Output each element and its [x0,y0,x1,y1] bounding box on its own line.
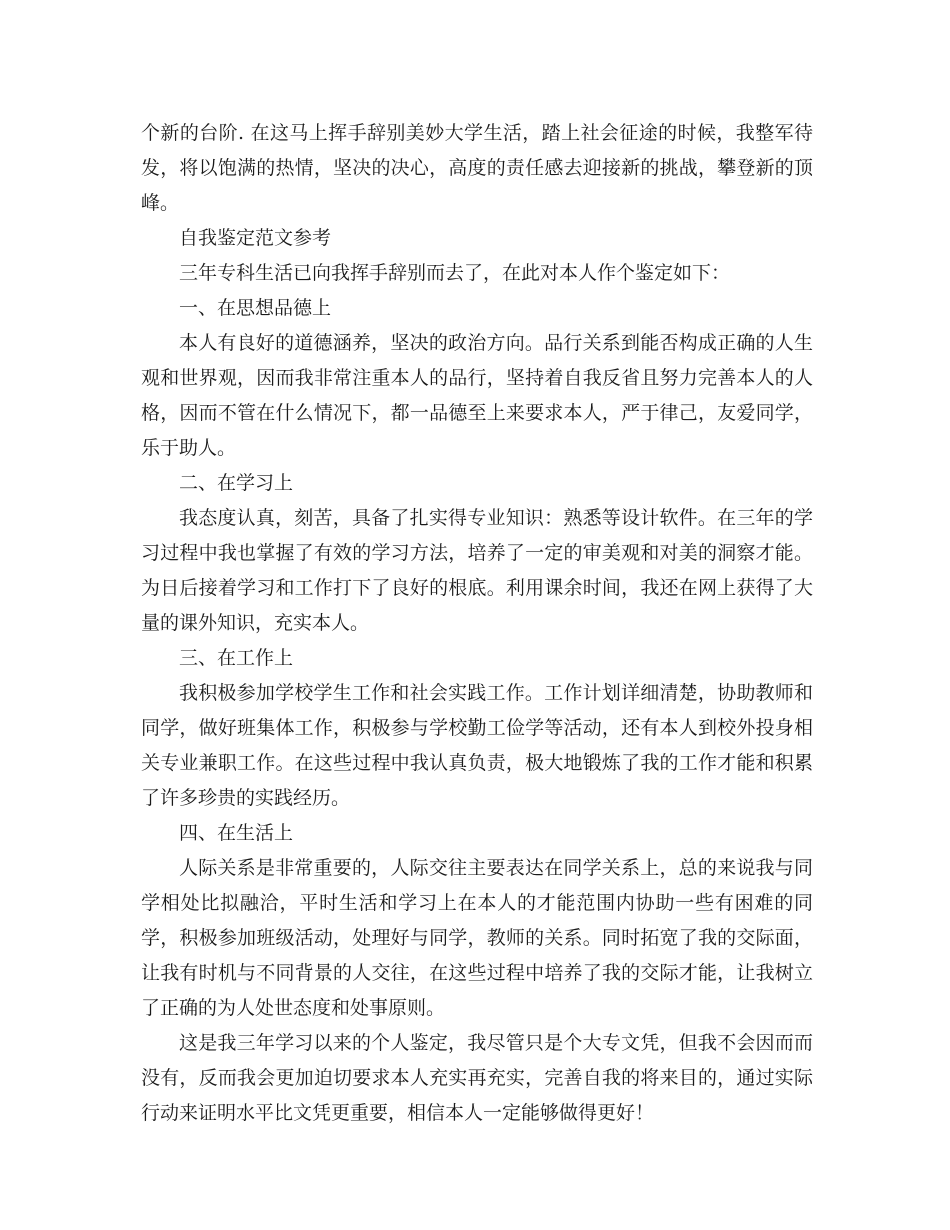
paragraph-moral: 本人有良好的道德涵养，坚决的政治方向。品行关系到能否构成正确的人生观和世界观，因而我非常注重本人的品行，坚持着自我反省且努力完善本人的人格，因而不管在什么情况下，都一品德至上来要求本人，严于律己，友爱同学，乐于助人。 [141,332,813,459]
paragraph-life: 人际关系是非常重要的，人际交往主要表达在同学关系上，总的来说我与同学相处比拟融洽，平时生活和学习上在本人的才能范围内协助一些有困难的同学，积极参加班级活动，处理好与同学，教师的关系。同时拓宽了我的交际面，让我有时机与不同背景的人交往，在这些过程中培养了我的交际才能，让我树立了正确的为人处世态度和处事原则。 [141,857,813,1019]
heading-moral: 一、在思想品德上 [179,297,332,319]
heading-study: 二、在学习上 [179,472,294,494]
paragraph-work: 我积极参加学校学生工作和社会实践工作。工作计划详细清楚，协助教师和同学，做好班集体工作，积极参与学校勤工俭学等活动，还有本人到校外投身相关专业兼职工作。在这些过程中我认真负责，极大地锻炼了我的工作才能和积累了许多珍贵的实践经历。 [141,682,813,809]
paragraph-conclusion: 这是我三年学习以来的个人鉴定，我尽管只是个大专文凭，但我不会因而而没有，反而我会更加迫切要求本人充实再充实，完善自我的将来目的，通过实际行动来证明水平比文凭更重要，相信本人一定能够做得更好！ [141,1032,813,1124]
paragraph-study: 我态度认真，刻苦，具备了扎实得专业知识：熟悉等设计软件。在三年的学习过程中我也掌握了有效的学习方法，培养了一定的审美观和对美的洞察才能。为日后接着学习和工作打下了良好的根底。利用课余时间，我还在网上获得了大量的课外知识，充实本人。 [141,507,813,634]
section-title: 自我鉴定范文参考 [179,227,332,249]
intro-paragraph: 三年专科生活已向我挥手辞别而去了，在此对本人作个鉴定如下： [179,262,731,284]
paragraph-continuation: 个新的台阶. 在这马上挥手辞别美妙大学生活，踏上社会征途的时候，我整军待发，将以饱满的热情，坚决的决心，高度的责任感去迎接新的挑战，攀登新的顶峰。 [141,122,813,214]
heading-life: 四、在生活上 [179,822,294,844]
heading-work: 三、在工作上 [179,647,294,669]
document-body [141,116,813,1131]
